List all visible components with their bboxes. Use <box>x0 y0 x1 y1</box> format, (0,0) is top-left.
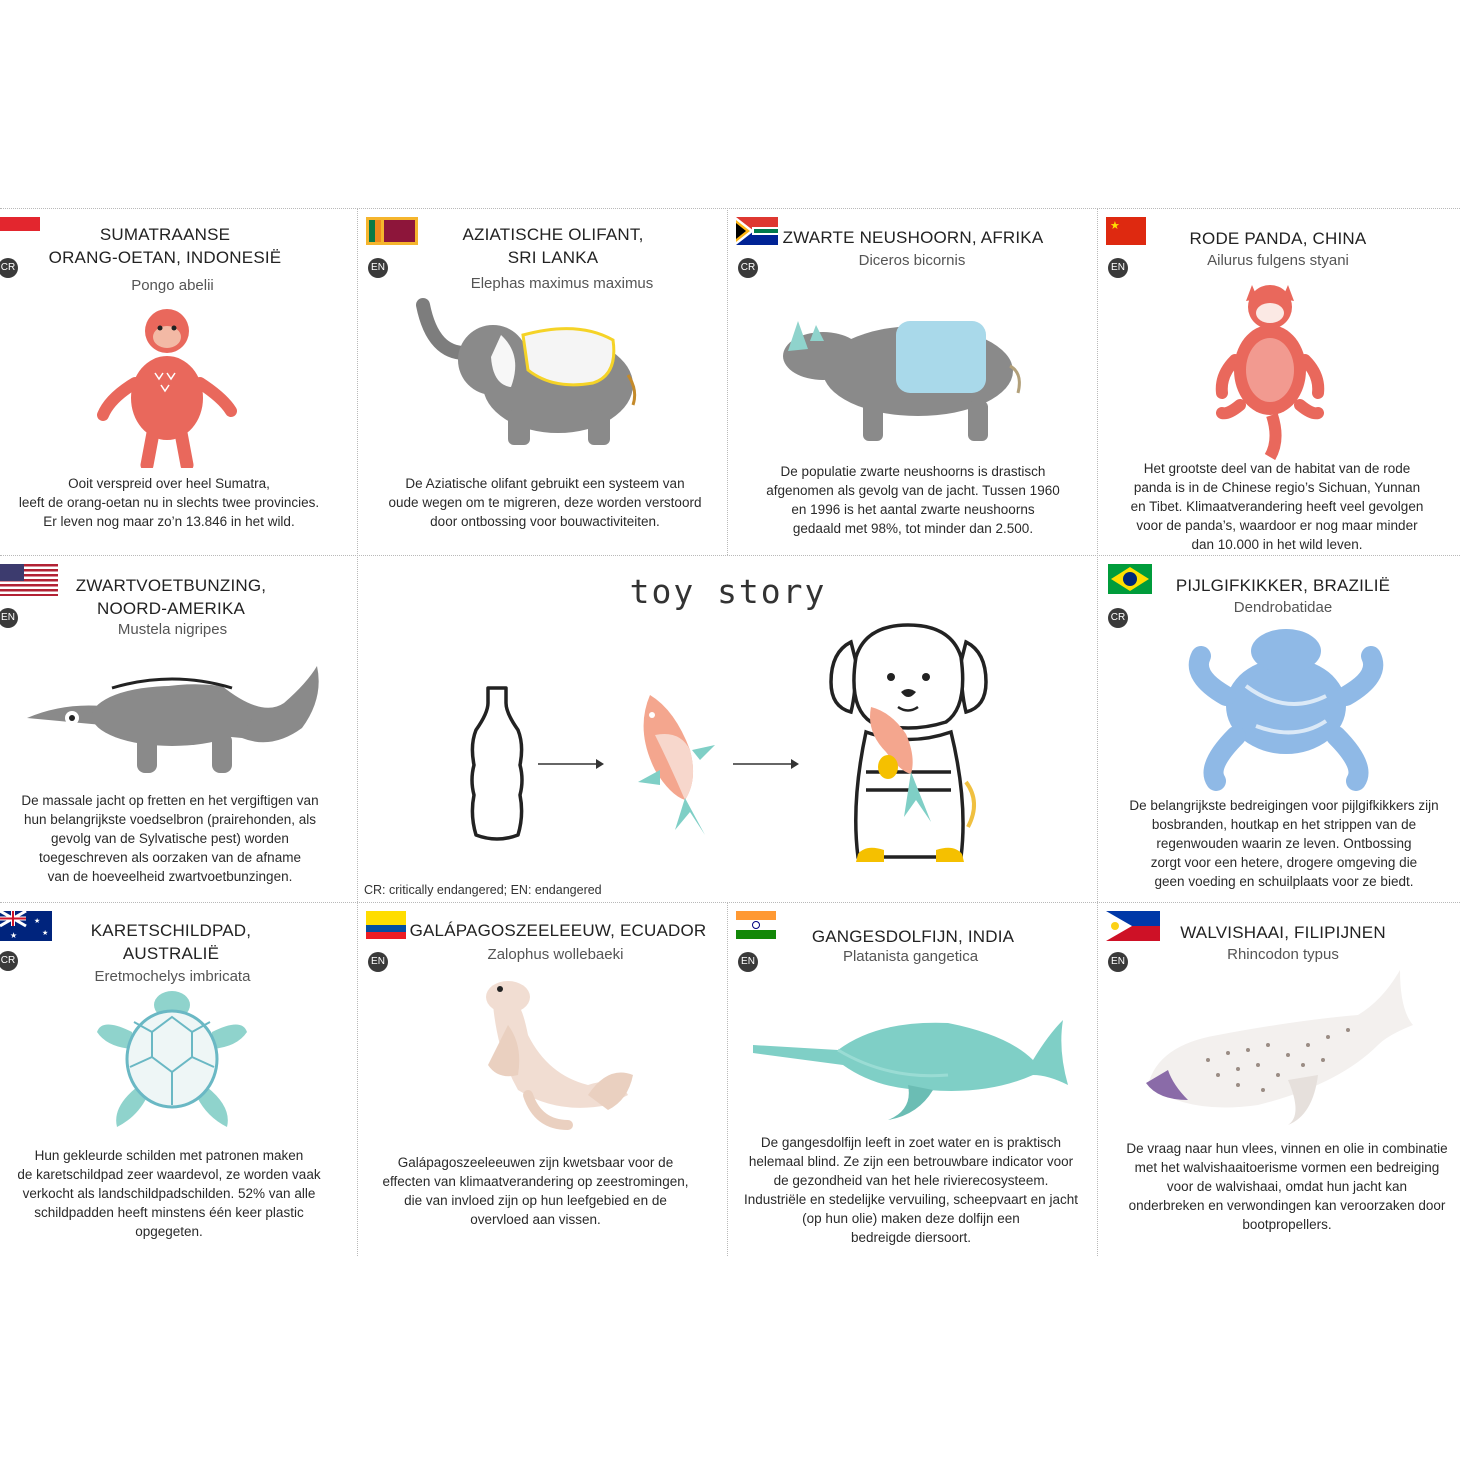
card-red-panda <box>1098 209 1460 555</box>
card-title-line: GANGESDOLFIJN, INDIA <box>811 927 1015 946</box>
status-badge: CR <box>0 951 18 971</box>
description-line: Hun gekleurde schilden met patronen maken <box>34 1148 304 1163</box>
card-title <box>378 223 726 269</box>
svg-text:★: ★ <box>34 918 41 925</box>
fish-icon <box>630 690 725 840</box>
description-line: van de hoeveelheid zwartvoetbunzingen. <box>47 869 293 884</box>
description-line: De vraag naar hun vlees, vinnen en olie in combinatie <box>1126 1141 1448 1156</box>
description-line: dan 10.000 in het wild leven. <box>1191 537 1363 552</box>
description-line: De populatie zwarte neushoorns is drastisch <box>780 464 1046 479</box>
card-whale-shark <box>1098 903 1460 1256</box>
description-line: Galápagoszeeleeuwen zijn kwetsbaar voor de <box>397 1155 674 1170</box>
description-line: Ooit verspreid over heel Sumatra, <box>68 476 270 491</box>
card-description <box>0 1146 338 1241</box>
description-line: met het walvishaaitoerisme vormen een bedreiging <box>1134 1160 1440 1175</box>
description-line: voor de walvishaai, omdat hun jacht kan <box>1166 1179 1408 1194</box>
card-title <box>0 574 342 620</box>
card-title-line: RODE PANDA, CHINA <box>1189 229 1367 248</box>
scientific-name: Elephas maximus maximus <box>470 275 654 292</box>
description-line: die van invloed zijn op hun leefgebied en de <box>404 1193 667 1208</box>
card-turtle <box>0 903 356 1256</box>
description-line: Het grootste deel van de habitat van de rode <box>1143 461 1411 476</box>
ferret-toy <box>22 658 327 778</box>
description-line: bootpropellers. <box>1242 1217 1332 1232</box>
status-badge: EN <box>368 952 388 972</box>
scientific-name: Eretmochelys imbricata <box>94 968 251 985</box>
card-description <box>358 1153 713 1229</box>
description-line: helemaal blind. Ze zijn een betrouwbare indicator voor <box>748 1154 1074 1169</box>
dog-with-fish-icon <box>826 622 991 867</box>
scientific-name: Dendrobatidae <box>1233 599 1333 616</box>
dolphin-toy <box>748 1005 1078 1125</box>
card-title <box>1128 921 1438 944</box>
status-badge: CR <box>0 258 18 278</box>
description-line: regenwouden waarin ze leven. Ontbossing <box>1156 836 1412 851</box>
card-title-line: AZIATISCHE OLIFANT, <box>462 225 644 244</box>
card-description <box>1098 796 1460 891</box>
card-elephant <box>358 209 726 555</box>
status-badge: EN <box>1108 258 1128 278</box>
rhino-toy <box>778 301 1038 451</box>
description-line: gevolg van de Sylvatische pest) worden <box>51 831 289 846</box>
card-title-line: AUSTRALIË <box>122 944 220 963</box>
status-badge: EN <box>1108 952 1128 972</box>
orangutan-toy <box>95 303 240 468</box>
card-description <box>0 791 340 886</box>
card-description <box>1104 1139 1460 1234</box>
description-line: de gezondheid van het hele rivierecosysteem. <box>773 1173 1049 1188</box>
description-line: De Aziatische olifant gebruikt een systeem van <box>405 476 685 491</box>
description-line: De belangrijkste bedreigingen voor pijlgifkikkers zijn <box>1129 798 1439 813</box>
card-title-line: SUMATRAANSE <box>99 225 231 244</box>
description-line: toegeschreven als oorzaken van de afname <box>39 850 301 865</box>
description-line: Industriële en stedelijke vervuiling, scheepvaart en jacht <box>744 1192 1078 1207</box>
card-title-line: KARETSCHILDPAD, <box>90 921 252 940</box>
card-title <box>748 925 1078 948</box>
svg-text:★: ★ <box>42 930 49 937</box>
china-flag: ★ <box>1106 217 1146 245</box>
card-orangutan <box>0 209 356 555</box>
card-description <box>728 462 1096 538</box>
description-line: schildpadden heeft minstens één keer plastic <box>34 1205 304 1220</box>
card-title <box>1128 574 1438 597</box>
description-line: oude wegen om te migreren, deze worden verstoord <box>388 495 702 510</box>
card-title-line: GALÁPAGOSZEELEEUW, ECUADOR <box>409 921 707 940</box>
description-line: gedaald met 98%, tot minder dan 2.500. <box>792 521 1034 536</box>
description-line: geen voeding en schuilplaats voor ze biedt. <box>1154 874 1414 889</box>
description-line: effecten van klimaatverandering op zeestromingen, <box>382 1174 689 1189</box>
description-line: bosbranden, houtkap en het strippen van de <box>1151 817 1417 832</box>
arrow-icon <box>536 757 606 771</box>
description-line: door ontbossing voor bouwactiviteiten. <box>430 514 660 529</box>
scientific-name: Ailurus fulgens styani <box>1207 252 1349 269</box>
description-line: opgegeten. <box>135 1224 203 1239</box>
description-line: onderbreken en verwondingen kan veroorzaken door <box>1128 1198 1446 1213</box>
card-description <box>0 474 338 531</box>
card-rhino <box>728 209 1096 555</box>
whale-shark-toy <box>1138 965 1418 1130</box>
card-description <box>728 1133 1094 1247</box>
status-badge: EN <box>0 608 18 628</box>
card-dolphin <box>728 903 1096 1256</box>
card-title-line: ZWARTVOETBUNZING, <box>75 576 267 595</box>
card-ferret <box>0 556 356 902</box>
card-title <box>1128 227 1428 250</box>
bottle-icon <box>466 685 528 843</box>
scientific-name: Zalophus wollebaeki <box>487 946 624 963</box>
card-title-line: WALVISHAAI, FILIPIJNEN <box>1180 923 1386 942</box>
description-line: leeft de orang-oetan nu in slechts twee provincies. <box>18 495 320 510</box>
card-title-line: ZWARTE NEUSHOORN, AFRIKA <box>782 228 1044 247</box>
description-line: voor de panda’s, waardoor er nog maar minder <box>1136 518 1418 533</box>
description-line: bedreigde diersoort. <box>850 1230 972 1245</box>
scientific-name: Pongo abelii <box>131 277 214 294</box>
card-title-line: NOORD-AMERIKA <box>96 599 246 618</box>
card-title-line: PIJLGIFKIKKER, BRAZILIË <box>1175 576 1391 595</box>
status-badge: CR <box>738 258 758 278</box>
red-panda-toy <box>1210 275 1330 460</box>
description-line: zorgt voor een hetere, drogere omgeving die <box>1150 855 1418 870</box>
description-line: panda is in de Chinese regio’s Sichuan, Yunnan <box>1133 480 1421 495</box>
description-line: Er leven nog maar zo’n 13.846 in het wild. <box>43 514 295 529</box>
card-title <box>398 919 718 942</box>
card-description <box>370 474 720 531</box>
status-badge: CR <box>1108 608 1128 628</box>
card-title-line: ORANG-OETAN, INDONESIË <box>48 248 282 267</box>
description-line: de karetschildpad zeer waardevol, ze worden vaak <box>17 1167 321 1182</box>
card-title <box>0 919 342 965</box>
frog-toy <box>1186 626 1386 791</box>
status-legend: CR: critically endangered; EN: endangered <box>364 883 602 897</box>
description-line: verkocht als landschildpadschilden. 52% van alle <box>22 1186 316 1201</box>
panel-title: toy story <box>629 572 827 611</box>
description-line: (op hun olie) maken deze dolfijn een <box>802 1211 1020 1226</box>
card-title <box>748 226 1078 249</box>
svg-text:★: ★ <box>10 931 18 940</box>
scientific-name: Mustela nigripes <box>117 621 228 638</box>
description-line: overvloed aan vissen. <box>470 1212 601 1227</box>
card-description <box>1098 459 1456 554</box>
description-line: De massale jacht op fretten en het vergiftigen van <box>21 793 319 808</box>
sea-lion-toy <box>468 975 638 1135</box>
elephant-toy <box>413 295 643 455</box>
scientific-name: Rhincodon typus <box>1227 946 1339 963</box>
card-title-line: SRI LANKA <box>507 248 599 267</box>
description-line: en 1996 is het aantal zwarte neushoorns <box>791 502 1035 517</box>
scientific-name: Diceros bicornis <box>858 252 966 269</box>
scientific-name: Platanista gangetica <box>842 948 979 965</box>
card-title <box>0 223 330 269</box>
arrow-icon <box>731 757 801 771</box>
description-line: en Tibet. Klimaatverandering heeft veel gevolgen <box>1130 499 1424 514</box>
status-badge: EN <box>738 952 758 972</box>
turtle-toy <box>92 987 252 1137</box>
card-sea-lion <box>358 903 726 1256</box>
description-line: hun belangrijkste voedselbron (prairehonden, als <box>24 812 316 827</box>
status-badge: EN <box>368 258 388 278</box>
description-line: afgenomen als gevolg van de jacht. Tussen 1960 <box>766 483 1060 498</box>
description-line: De gangesdolfijn leeft in zoet water en is praktisch <box>760 1135 1062 1150</box>
card-frog <box>1098 556 1460 902</box>
